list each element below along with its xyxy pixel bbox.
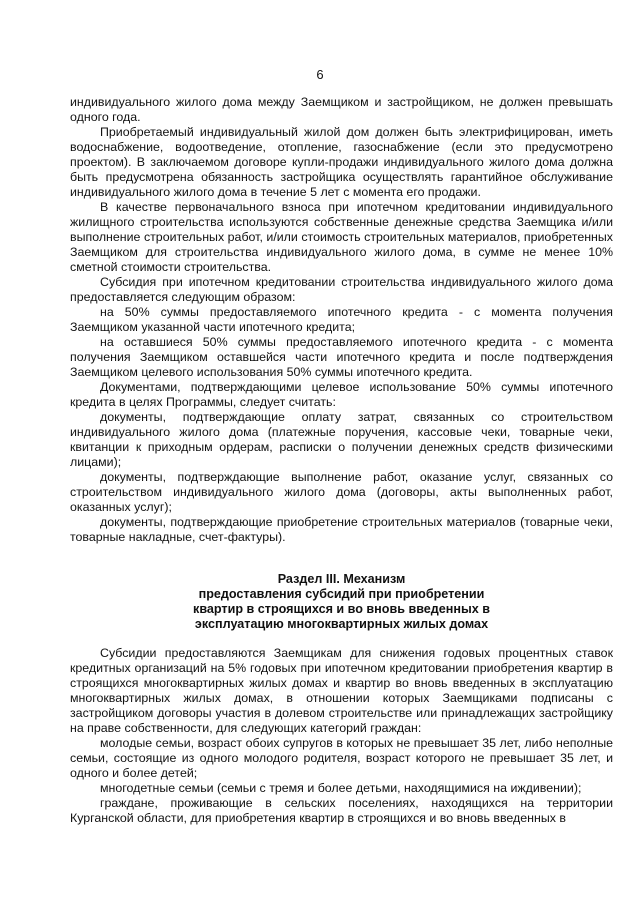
section-heading-line: Раздел III. Механизм <box>277 572 406 586</box>
paragraph: Субсидия при ипотечном кредитовании строительства индивидуального жилого дома предоставляется следующим образом: <box>70 275 613 304</box>
section-heading-line: квартир в строящихся и во вновь введенных в <box>193 602 490 616</box>
paragraph: молодые семьи, возраст обоих супругов в которых не превышает 35 лет, либо неполные семьи, состоящие из одного молодого родителя, возраст которого не превышает 35 лет, и одного и более детей; <box>70 736 613 780</box>
paragraph: на оставшиеся 50% суммы предоставляемого ипотечного кредита - с момента получения Заемщиком оставшейся части ипотечного кредита и после подтверждения Заемщиком целевого использования 50% суммы ипотечного кредита. <box>70 335 613 379</box>
paragraph: индивидуального жилого дома между Заемщиком и застройщиком, не должен превышать одного года. <box>70 95 613 124</box>
page-number: 6 <box>316 67 324 82</box>
paragraph: граждане, проживающие в сельских поселениях, находящихся на территории Курганской области, для приобретения квартир в строящихся и во вновь введенных в <box>70 796 613 825</box>
section-heading-line: предоставления субсидий при приобретении <box>198 587 485 601</box>
body-text-top <box>70 95 613 545</box>
paragraph: Субсидии предоставляются Заемщикам для снижения годовых процентных ставок кредитных организаций на 5% годовых при ипотечном кредитовании приобретения квартир в строящихся многоквартирных жилых домах и квартир во вновь введенных в эксплуатацию многоквартирных жилых домах, в отношении которых Заемщиками подписаны с застройщиком договоры участия в долевом строительстве или принадлежащих застройщику на праве собственности, для следующих категорий граждан: <box>70 646 613 735</box>
paragraph: Приобретаемый индивидуальный жилой дом должен быть электрифицирован, иметь водоснабжение, водоотведение, отопление, газоснабжение (если это предусмотрено проектом). В заключаемом договоре купли-продажи индивидуального жилого дома должна быть предусмотрена обязанность застройщика осуществлять гарантийное обслуживание индивидуального жилого дома в течение 5 лет с момента его продажи. <box>70 125 613 199</box>
paragraph: многодетные семьи (семьи с тремя и более детьми, находящимися на иждивении); <box>100 781 582 795</box>
paragraph: Документами, подтверждающими целевое использование 50% суммы ипотечного кредита в целях Программы, следует считать: <box>70 380 613 409</box>
paragraph: документы, подтверждающие приобретение строительных материалов (товарные чеки, товарные накладные, счет-фактуры). <box>70 515 613 544</box>
paragraph: В качестве первоначального взноса при ипотечном кредитовании индивидуального жилищного строительства используются собственные денежные средства Заемщика и/или выполнение строительных работ, и/или стоимость строительных материалов, приобретенных Заемщиком для строительства индивидуального жилого дома, в сумме не менее 10% сметной стоимости строительства. <box>70 200 613 274</box>
paragraph: документы, подтверждающие выполнение работ, оказание услуг, связанных со строительством индивидуального жилого дома (договоры, акты выполненных работ, оказанных услуг); <box>70 470 613 514</box>
paragraph: документы, подтверждающие оплату затрат, связанных со строительством индивидуального жилого дома (платежные поручения, кассовые чеки, товарные чеки, квитанции к приходным ордерам, расписки о получении денежных средств физическими лицами); <box>70 410 613 469</box>
section-heading <box>70 572 613 632</box>
body-text-bottom <box>70 646 613 826</box>
paragraph: на 50% суммы предоставляемого ипотечного кредита - с момента получения Заемщиком указанной части ипотечного кредита; <box>70 305 613 334</box>
section-heading-line: эксплуатацию многоквартирных жилых домах <box>194 617 489 631</box>
